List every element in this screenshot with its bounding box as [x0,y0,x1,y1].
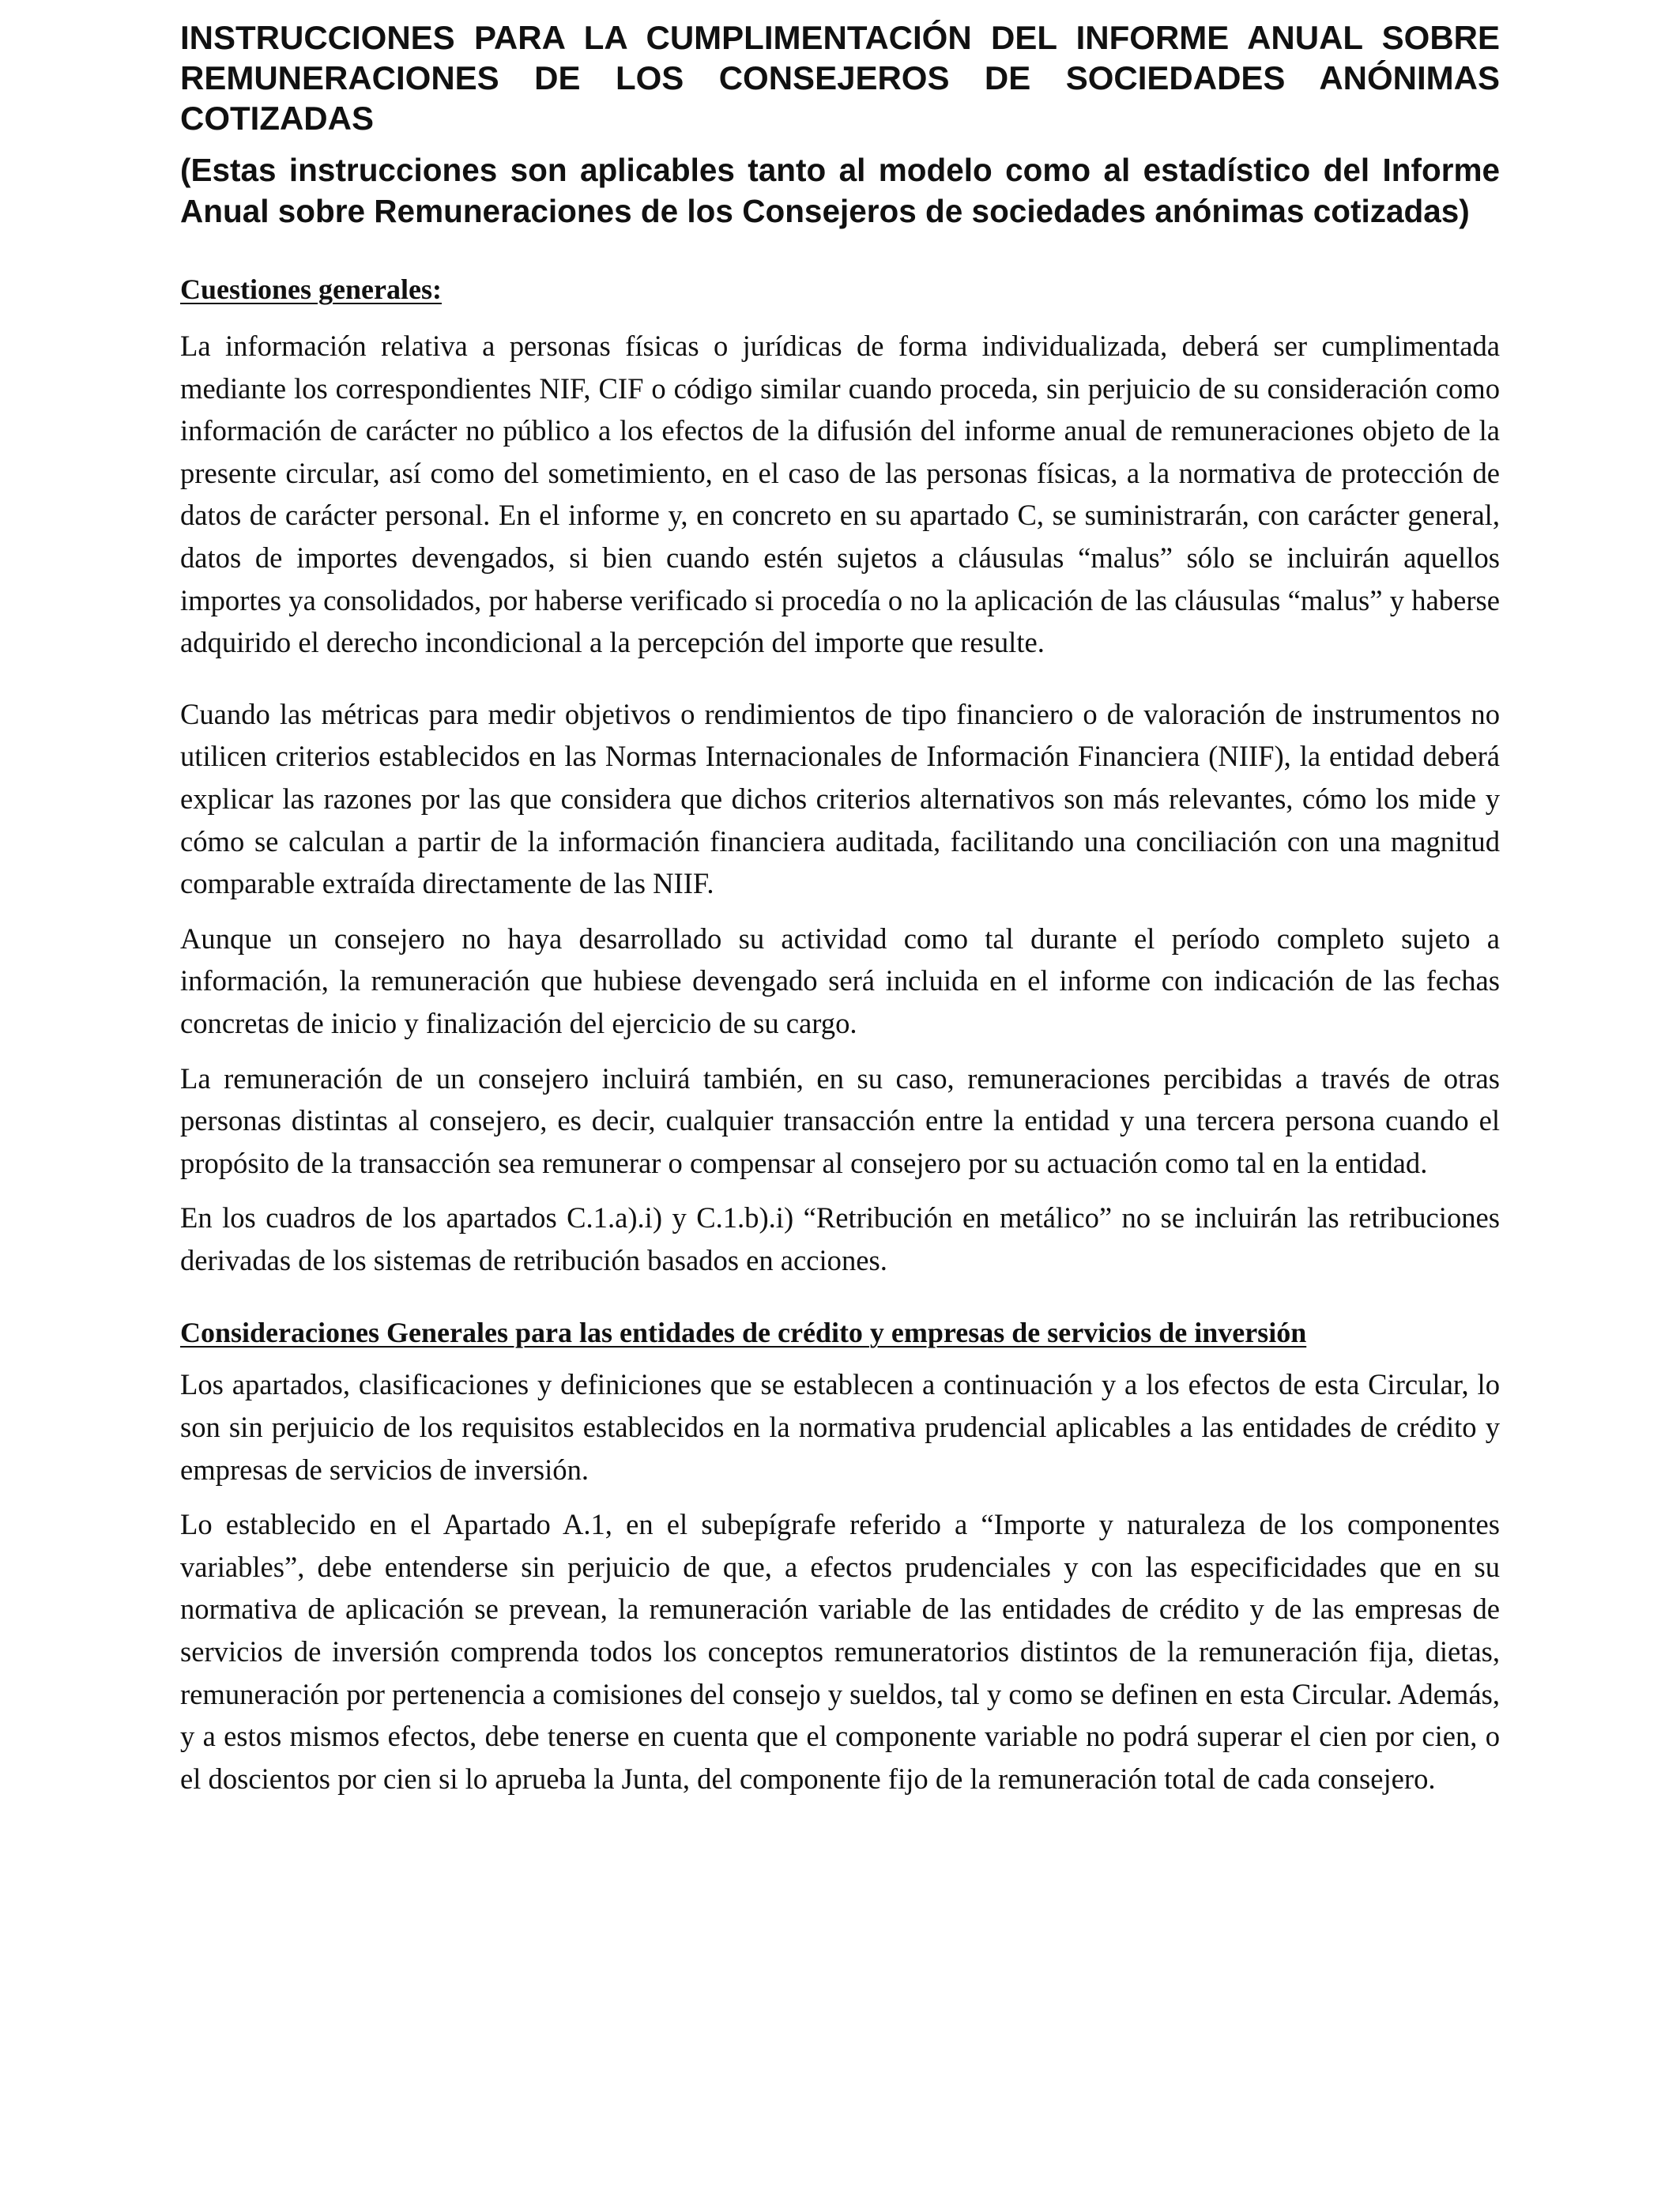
paragraph-general-1: La información relativa a personas físicas o jurídicas de forma individualizada, deberá ser cumplimentada mediante los correspondientes NIF, CIF o código similar cuando proceda, sin perjuicio de su consideración como información de carácter no público a los efectos de la difusión del informe anual de remuneraciones objeto de la presente circular, así como del sometimiento, en el caso de las personas físicas, a la normativa de protección de datos de carácter personal. En el informe y, en concreto en su apartado C, se suministrarán, con carácter general, datos de importes devengados, si bien cuando estén sujetos a cláusulas “malus” sólo se incluirán aquellos importes ya consolidados, por haberse verificado si procedía o no la aplicación de las cláusulas “malus” y haberse adquirido el derecho incondicional a la percepción del importe que resulte. [180,330,1500,659]
document-subtitle: (Estas instrucciones son aplicables tanto al modelo como al estadístico del Informe Anual sobre Remuneraciones de los Consejeros de sociedades anónimas cotizadas) [180,152,1500,229]
section-heading-credit: Consideraciones Generales para las entidades de crédito y empresas de servicios de inversión [180,1317,1307,1349]
paragraph-general-3: Aunque un consejero no haya desarrollado su actividad como tal durante el período completo sujeto a información, la remuneración que hubiese devengado será incluida en el informe con indicación de las fechas concretas de inicio y finalización del ejercicio de su cargo. [180,922,1500,1039]
paragraph-general-5: En los cuadros de los apartados C.1.a).i) y C.1.b).i) “Retribución en metálico” no se incluirán las retribuciones derivadas de los sistemas de retribución basados en acciones. [180,1201,1500,1276]
paragraph-general-4: La remuneración de un consejero incluirá también, en su caso, remuneraciones percibidas a través de otras personas distintas al consejero, es decir, cualquier transacción entre la entidad y una tercera persona cuando el propósito de la transacción sea remunerar o compensar al consejero por su actuación como tal en la entidad. [180,1061,1500,1179]
paragraph-credit-2: Lo establecido en el Apartado A.1, en el subepígrafe referido a “Importe y naturaleza de los componentes variables”, debe entenderse sin perjuicio de que, a efectos prudenciales y con las especificidades que en su normativa de aplicación se prevean, la remuneración variable de las entidades de crédito y de las empresas de servicios de inversión comprenda todos los conceptos remuneratorios distintos de la remuneración fija, dietas, remuneración por pertenencia a comisiones del consejo y sueldos, tal y como se definen en esta Circular. Además, y a estos mismos efectos, debe tenerse en cuenta que el componente variable no podrá superar el cien por cien, o el doscientos por cien si lo aprueba la Junta, del componente fijo de la remuneración total de cada consejero. [180,1508,1500,1795]
paragraph-credit-1: Los apartados, clasificaciones y definiciones que se establecen a continuación y a los efectos de esta Circular, lo son sin perjuicio de los requisitos establecidos en la normativa prudencial aplicables a las entidades de crédito y empresas de servicios de inversión. [180,1368,1500,1486]
paragraph-general-2: Cuando las métricas para medir objetivos o rendimientos de tipo financiero o de valoración de instrumentos no utilicen criterios establecidos en las Normas Internacionales de Información Financiera (NIIF), la entidad deberá explicar las razones por las que considera que dichos criterios alternativos son más relevantes, cómo los mide y cómo se calculan a partir de la información financiera auditada, facilitando una conciliación con una magnitud comparable extraída directamente de las NIIF. [180,697,1500,900]
document-page [180,17,1500,1800]
document-title: INSTRUCCIONES PARA LA CUMPLIMENTACIÓN DEL INFORME ANUAL SOBRE REMUNERACIONES DE LOS CONSEJEROS DE SOCIEDADES ANÓNIMAS COTIZADAS [180,19,1500,137]
section-heading-general: Cuestiones generales: [180,273,442,305]
